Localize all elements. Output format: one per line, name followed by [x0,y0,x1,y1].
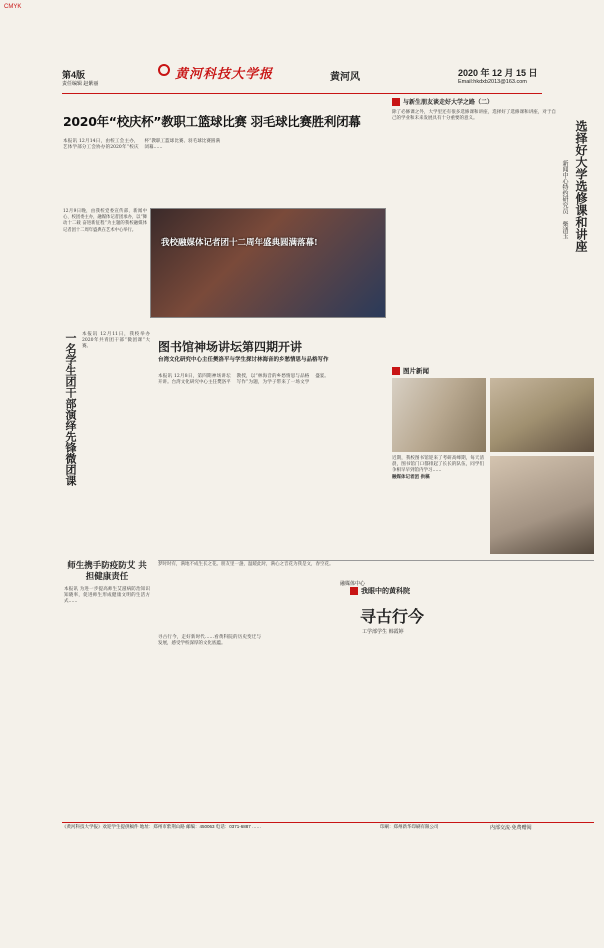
banner-intro: 12月9日晚，由我校党委宣传部、新闻中心、校团委主办，融媒体记者团承办，以“舞动十二载 奋进新征程”为主题的我校融媒体记者团十二周年盛典在艺术中心举行。 [63,209,147,233]
essay-body: 寻古行今，走好新时代……看黄科院的历史变迁与发展，感受学校深厚的文化底蕴。 [158,635,261,647]
essay-title: 寻古行今 [360,607,425,626]
footer-middle: 印刷：郑州新华印刷有限公司 [380,824,439,829]
masthead [62,62,542,92]
cmyk-mark: CMYK [4,4,22,10]
banner-photo [150,208,386,318]
photo-library-2 [490,378,594,452]
issue-date: 2020 年 12 月 15 日 [458,68,538,78]
page-number: 第4版 [62,70,86,80]
feature-body: 除了必修课之外，大学里还有很多选修课和讲座，选择好了选修课和讲座，对于自己的学业和未来发展具有十分重要的意义。 [392,110,556,122]
photo-library-3 [490,456,594,554]
lower-rule [158,560,594,561]
lecture-subtitle: 台湾文化研究中心主任樊洛平与学生探讨林海音的乡愁情思与品格写作 [158,357,329,363]
essay-author: 工学部学生 韩霞婷 [362,629,404,635]
footer-left: 《黄河科技大学报》欢迎学生提供稿件 地址：郑州市紫荆山路 邮编：450063 电话：0371-6887 …… [62,824,262,829]
footer-right: 内部交流·免费赠阅 [490,825,532,831]
article-health-body: 本报讯 为进一步提高师生艾滋病防治知识知晓率，促进师生形成健康文明的生活方式…… [64,587,150,605]
square-icon [350,587,358,595]
article-health-title: 师生携手防疫防艾 共担健康责任 [67,561,147,582]
quote-credit: 融媒体中心 [340,581,366,587]
headline-byline: 本报讯 12月14日，由校工会主办，艺体学部分工会协办的2020年“校庆杯”教职工篮球比赛、羽毛球比赛圆满闭幕…… [63,139,220,151]
feature-author: 新闻中心特约研究员 柴清玉 [561,160,568,239]
article-vertical-title: 一名学生团干部演绎先锋微团课 [64,332,77,486]
headline: 2020年“校庆杯”教职工篮球比赛 羽毛球比赛胜利闭幕 [63,114,361,129]
photo-caption: 近期，我校图书馆迎来了考研高峰期，每天清晨，图书馆门口都排起了长长的队伍，同学们争相早早到馆内学习…… 融媒体记者团 供稿 [392,456,484,480]
square-icon [392,367,400,375]
footer-rule [62,822,594,823]
series-subtitle: 与新生朋友谈走好大学之路（二） [392,97,538,106]
editor-line: 责任编辑 赵紫丽 [62,81,99,87]
campus-section-title: 我眼中的黄科院 [350,586,410,596]
photo-news-label: 图片新闻 [392,366,429,375]
logo-icon [158,64,170,76]
newspaper-logo: 黄河科技大学报 [175,67,274,82]
photo-library-1 [392,378,486,452]
square-icon [392,98,400,106]
masthead-rule [62,93,542,94]
feature-title: 选择好大学选修课和讲座 [574,120,588,252]
section-name: 黄河风 [330,72,360,83]
banner-title: 我校融媒体记者团十二周年盛典圆满落幕! [161,238,318,248]
lecture-title: 图书馆神场讲坛第四期开讲 [158,340,303,354]
article-youth-league-body: 本报讯 12月11日，我校举办2020年共青团干部“微团课”大赛。 [82,332,150,350]
email: Email:hkdxb2013@163.com [458,79,527,85]
lecture-body: 本报讯 12月8日，第四期神场讲坛开讲。台湾文化研究中心主任樊洛平教授，以“林海音的乡愁情思与品格写作”为题，为学子带来了一场文学盛宴。 [158,374,329,386]
quote-text: 梦时时有，满地不成生长之花。朋友里一盏，温暖此时，满心之音花为我是文，春空花。 [158,562,334,567]
